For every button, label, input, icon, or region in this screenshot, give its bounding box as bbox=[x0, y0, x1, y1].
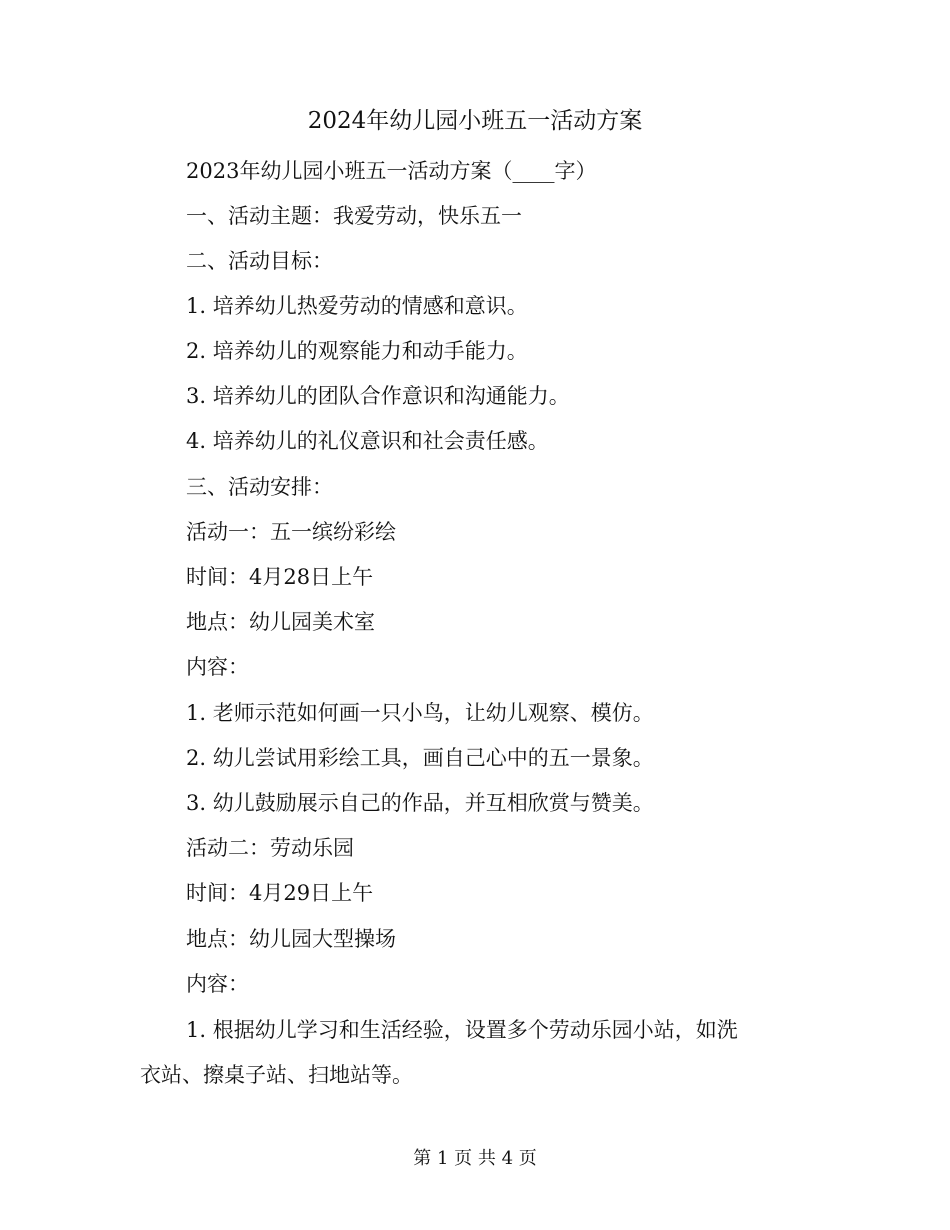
content-item-continuation: 衣站、擦桌子站、扫地站等。 bbox=[140, 1063, 413, 1087]
goal-item: 3. 培养幼儿的团队合作意识和沟通能力。 bbox=[186, 384, 570, 408]
goal-item: 1. 培养幼儿热爱劳动的情感和意识。 bbox=[186, 294, 528, 318]
activity-location: 地点：幼儿园大型操场 bbox=[186, 927, 396, 951]
page-footer: 第 1 页 共 4 页 bbox=[413, 1148, 537, 1169]
document-title: 2024年幼儿园小班五一活动方案 bbox=[307, 108, 643, 134]
theme-line: 一、活动主题：我爱劳动，快乐五一 bbox=[186, 204, 522, 228]
goal-item: 4. 培养幼儿的礼仪意识和社会责任感。 bbox=[186, 429, 549, 453]
content-item: 2. 幼儿尝试用彩绘工具，画自己心中的五一景象。 bbox=[186, 746, 654, 770]
goal-item: 2. 培养幼儿的观察能力和动手能力。 bbox=[186, 339, 528, 363]
content-item: 3. 幼儿鼓励展示自己的作品，并互相欣赏与赞美。 bbox=[186, 791, 654, 815]
content-item: 1. 根据幼儿学习和生活经验，设置多个劳动乐园小站，如洗 bbox=[186, 1018, 738, 1042]
section-heading: 三、活动安排： bbox=[186, 475, 333, 499]
activity-time: 时间：4月28日上午 bbox=[186, 565, 374, 589]
activity-time: 时间：4月29日上午 bbox=[186, 881, 374, 905]
content-item: 1. 老师示范如何画一只小鸟，让幼儿观察、模仿。 bbox=[186, 701, 654, 725]
subtitle-line: 2023年幼儿园小班五一活动方案（____字） bbox=[186, 159, 597, 183]
activity-title: 活动一：五一缤纷彩绘 bbox=[186, 520, 396, 544]
section-heading: 二、活动目标： bbox=[186, 249, 333, 273]
activity-location: 地点：幼儿园美术室 bbox=[186, 610, 375, 634]
content-label: 内容： bbox=[186, 655, 249, 679]
activity-title: 活动二：劳动乐园 bbox=[186, 836, 354, 860]
content-label: 内容： bbox=[186, 972, 249, 996]
